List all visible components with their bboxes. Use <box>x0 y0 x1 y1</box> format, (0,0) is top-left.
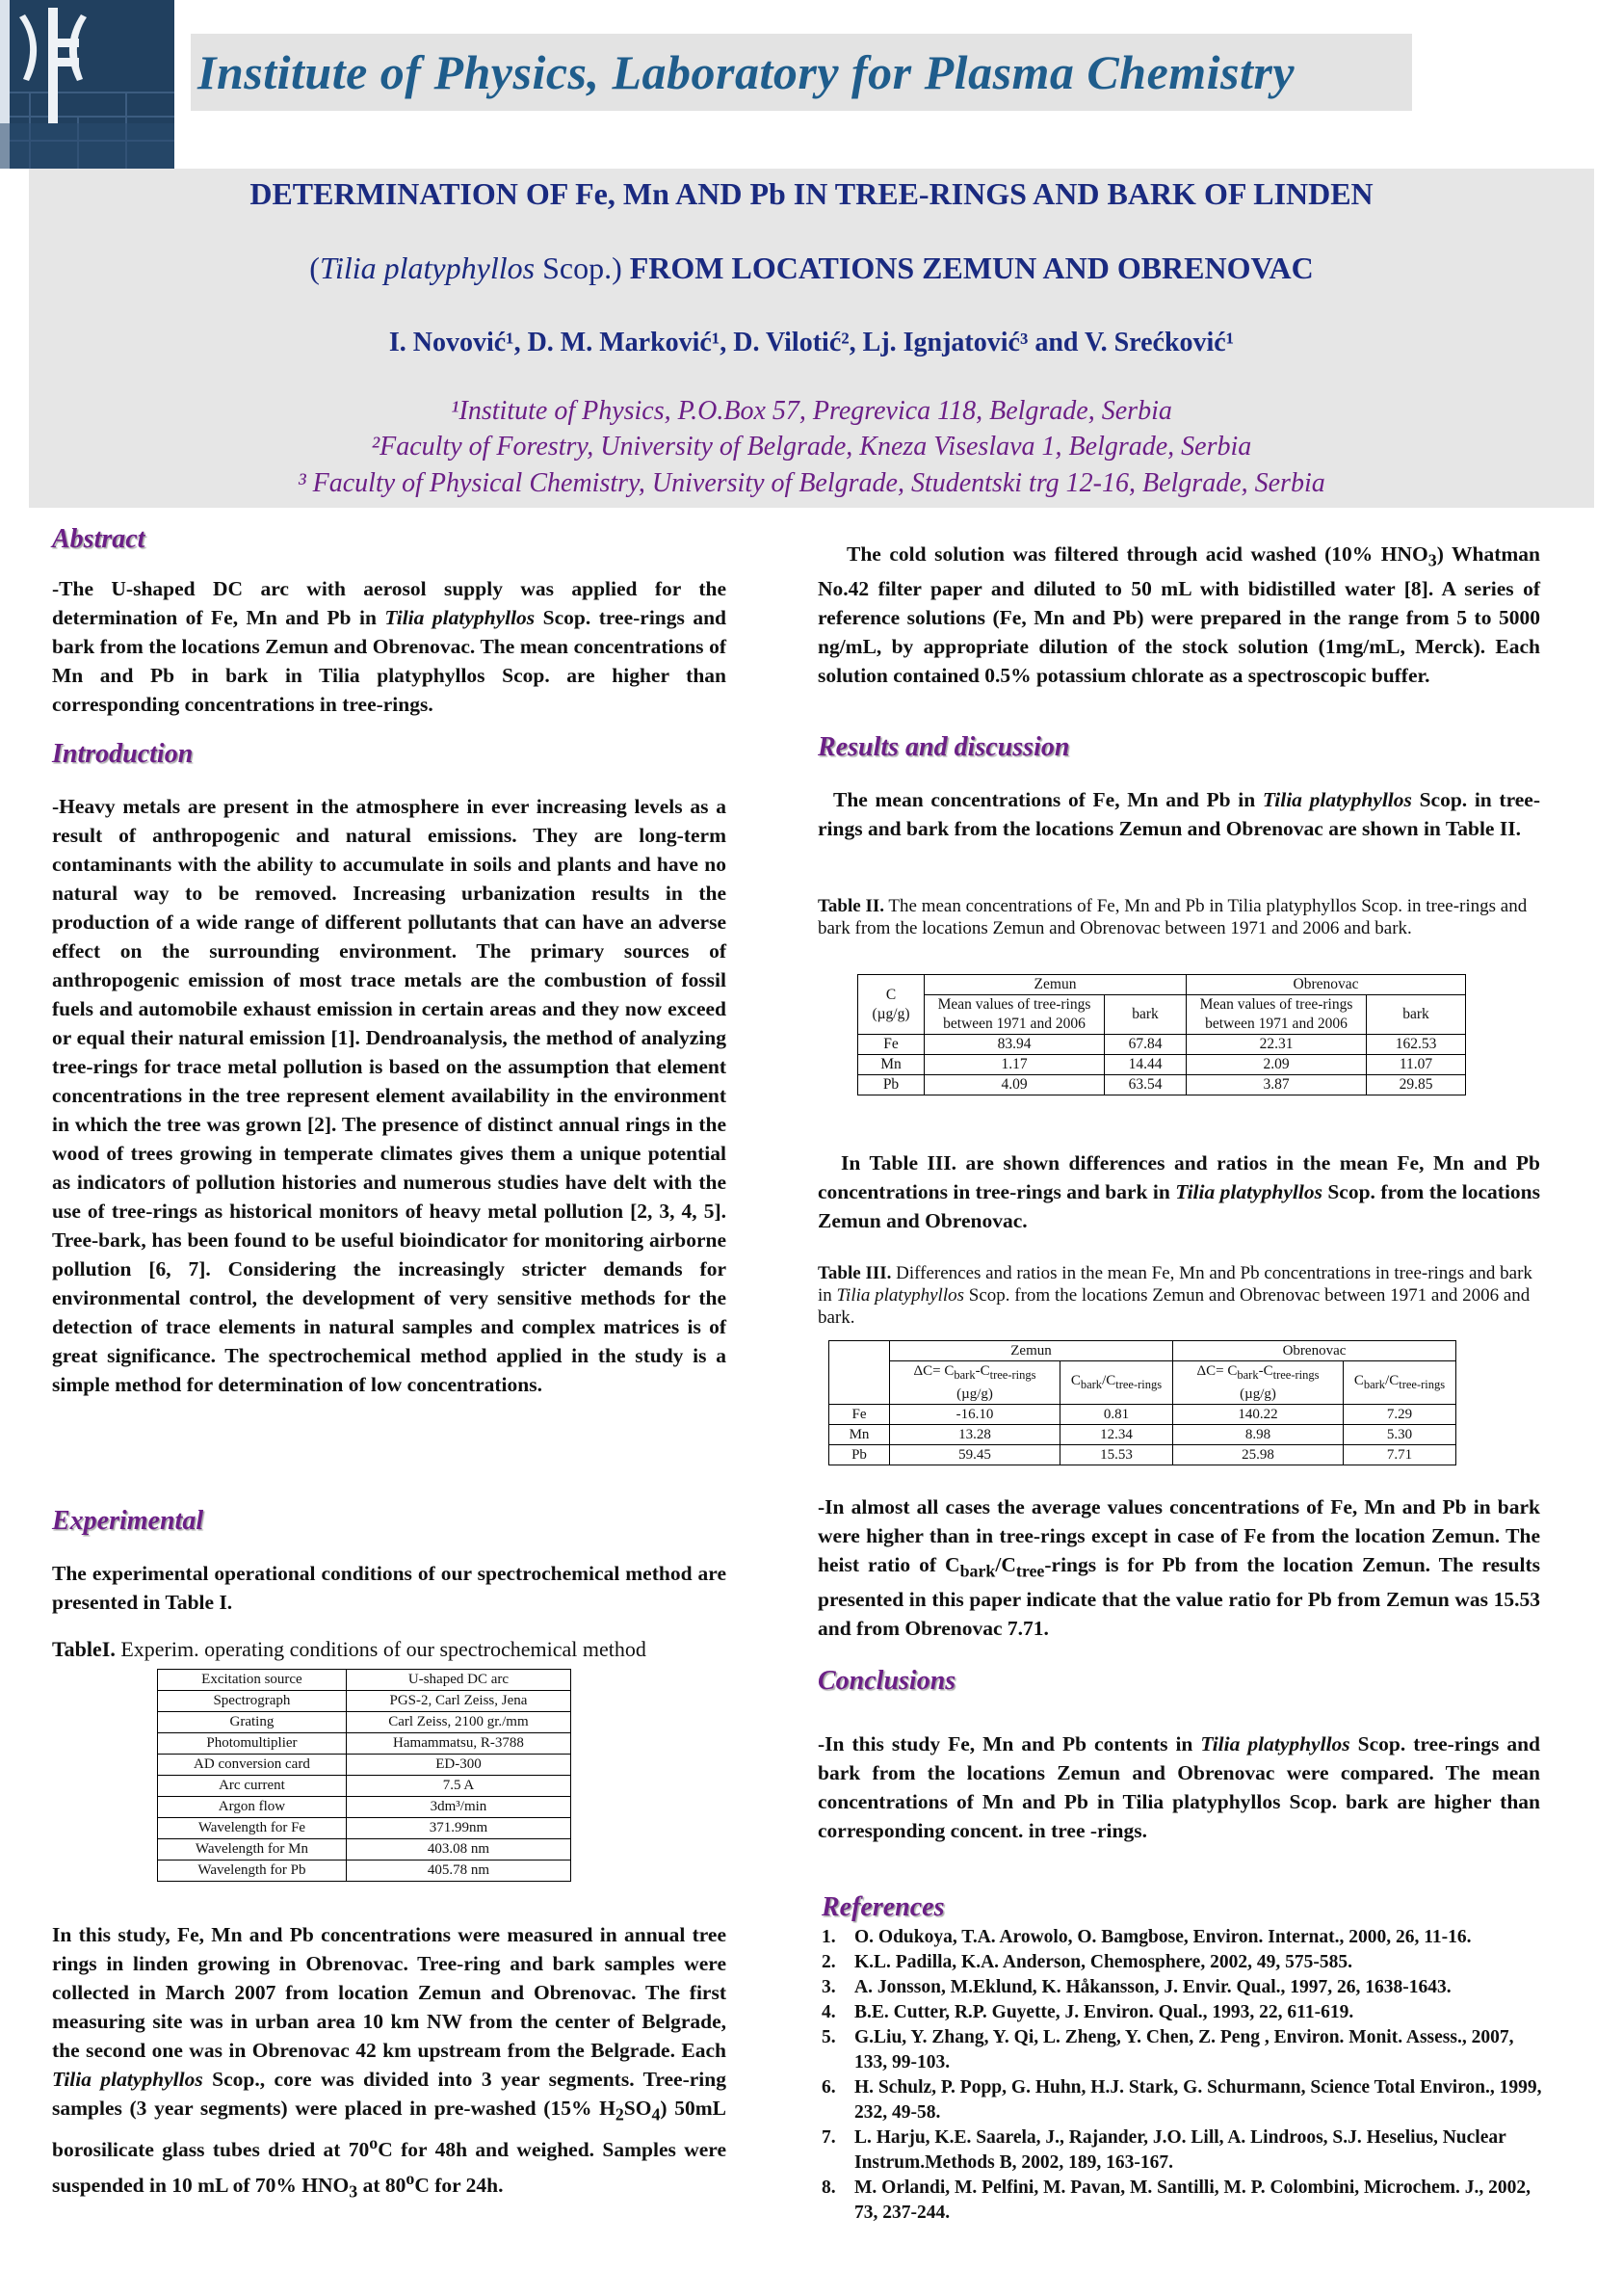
table-cell: Wavelength for Mn <box>158 1839 347 1861</box>
table-row <box>158 1776 571 1797</box>
sub-bark: bark <box>1080 1378 1103 1391</box>
sub-bark: bark <box>1237 1368 1259 1382</box>
scop: Scop.) <box>535 251 622 285</box>
table-cell: 140.22 <box>1173 1405 1344 1425</box>
table3-label: Table III. <box>818 1263 892 1283</box>
table-cell <box>829 1341 890 1405</box>
sub-2: 2 <box>615 2104 624 2124</box>
table-cell: 59.45 <box>890 1445 1060 1465</box>
procedure-g: C for 24h. <box>414 2174 504 2198</box>
table-cell: Photomultiplier <box>158 1733 347 1755</box>
affiliation-3: ³ Faculty of Physical Chemistry, University of Belgrade, Studentski trg 12-16, Belgrade, Serbia <box>298 468 1325 498</box>
table2 <box>857 974 1466 1095</box>
procedure-c: SO <box>623 2097 652 2120</box>
table3-intro-species: Tilia platyphyllos <box>1175 1180 1322 1203</box>
ref-text: M. Orlandi, M. Pelfini, M. Pavan, M. Santilli, M. P. Colombini, Microchem. J., 2002, 73, 237-244. <box>854 2177 1531 2223</box>
table-cell: 4.09 <box>925 1075 1105 1095</box>
sub-tree: tree <box>1015 1561 1045 1581</box>
ref-text: A. Jonsson, M.Eklund, K. Håkansson, J. Envir. Qual., 1997, 26, 1638-1643. <box>854 1977 1452 1997</box>
title-rest: FROM LOCATIONS ZEMUN AND OBRENOVAC <box>621 251 1314 285</box>
paren: ( <box>309 251 320 285</box>
table-cell: 0.81 <box>1060 1405 1173 1425</box>
procedure-a: In this study, Fe, Mn and Pb concentrations were measured in annual tree rings in linden growing in Obrenovac. Tree-ring and bark samples were collected in March 2007 from location Zemun and Obrenovac. The first measuring site was in urban area 10 km NW from the center of Belgrade, the second one was in Obrenovac 42 km upstream from the Belgrade. Each <box>52 1923 726 2062</box>
ratio-slash: /C <box>1102 1373 1116 1388</box>
table1-label: TableI. <box>52 1637 116 1661</box>
table-cell: Spectrograph <box>158 1691 347 1712</box>
table-header-zemun: Zemun <box>890 1341 1173 1361</box>
table-cell: U-shaped DC arc <box>346 1670 570 1691</box>
table-row <box>158 1733 571 1755</box>
table-cell: 7.29 <box>1344 1405 1456 1425</box>
sub-bark: bark <box>1363 1378 1386 1391</box>
sup-o: o <box>406 2169 415 2189</box>
table-cell <box>1173 1361 1344 1405</box>
conclusions-heading: Conclusions <box>818 1666 956 1696</box>
table-row <box>158 1755 571 1776</box>
table-cell: 162.53 <box>1367 1035 1466 1055</box>
filter-b: ) Whatman No.42 filter paper and diluted to 50 mL with bidistilled water [8]. A series of reference solutions (Fe, Mn and Pb) were prepared in the range from 5 to 5000 ng/mL, by appropriate dilution of the stock solution (1mg/mL, Merck). Each solution contained 0.5% potassium chlorate as a spectroscopic buffer. <box>818 542 1540 688</box>
table-cell: 7.5 A <box>346 1776 570 1797</box>
table3 <box>828 1340 1456 1465</box>
ref-text: B.E. Cutter, R.P. Guyette, J. Environ. Qual., 1993, 22, 611-619. <box>854 2002 1354 2022</box>
reference-item <box>818 2000 1550 2025</box>
table-cell: Hamammatsu, R-3788 <box>346 1733 570 1755</box>
abstract-text <box>52 574 726 719</box>
table2-label: Table II. <box>818 896 884 916</box>
affiliation-2: ²Faculty of Forestry, University of Belgrade, Kneza Viseslava 1, Belgrade, Serbia <box>371 432 1252 462</box>
table-cell <box>1060 1361 1173 1405</box>
table-row <box>158 1797 571 1818</box>
table-cell: 67.84 <box>1105 1035 1187 1055</box>
table-row <box>158 1818 571 1839</box>
table-cell: Wavelength for Fe <box>158 1818 347 1839</box>
table-cell: 8.98 <box>1173 1425 1344 1445</box>
table-cell: 25.98 <box>1173 1445 1344 1465</box>
table-row <box>858 1055 1466 1075</box>
table-cell: Pb <box>829 1445 890 1465</box>
table-cell: 2.09 <box>1187 1055 1367 1075</box>
paper-title-line1: DETERMINATION OF Fe, Mn AND Pb IN TREE-RINGS AND BARK OF LINDEN <box>249 176 1374 211</box>
sub-3: 3 <box>1427 550 1437 570</box>
abstract-text-a: -The U-shaped DC arc with aerosol supply was applied for the determination of Fe, Mn and Pb in <box>52 577 726 629</box>
dash-c: -C <box>975 1363 990 1379</box>
table1-caption-text: Experim. operating conditions of our spectrochemical method <box>115 1637 646 1661</box>
table-cell: 371.99nm <box>346 1818 570 1839</box>
table-cell: 3.87 <box>1187 1075 1367 1095</box>
sub-tree: tree-rings <box>1399 1378 1446 1391</box>
table-row <box>829 1341 1456 1361</box>
table3-cap-a: Differences and ratios in the mean Fe, Mn and Pb concentrations in tree-rings and bark in <box>818 1263 1532 1306</box>
table-cell: ED-300 <box>346 1755 570 1776</box>
table-cell: Arc current <box>158 1776 347 1797</box>
table-row <box>829 1425 1456 1445</box>
dc: ΔC= C <box>913 1363 955 1379</box>
ref-text: L. Harju, K.E. Saarela, J., Rajander, J.O. Lill, A. Lindroos, S.J. Heselius, Nuclear Instrum.Methods B, 2002, 189, 163-167. <box>854 2127 1506 2173</box>
table-cell: 12.34 <box>1060 1425 1173 1445</box>
conclusions-text <box>818 1729 1540 1845</box>
table-cell: Mn <box>829 1425 890 1445</box>
reference-item <box>818 2075 1550 2125</box>
reference-item <box>818 2125 1550 2176</box>
species-name: Tilia platyphyllos <box>319 251 536 285</box>
ref-text: G.Liu, Y. Zhang, Y. Qi, L. Zheng, Y. Chen, Z. Peng , Environ. Monit. Assess., 2007, 133, 99-103. <box>854 2027 1514 2072</box>
results-b: Scop. in tree-rings and bark from the locations Zemun and Obrenovac are shown in Table II. <box>818 788 1540 840</box>
sub-4: 4 <box>651 2104 661 2124</box>
table-header-zemun: Zemun <box>925 975 1187 995</box>
table-cell: 405.78 nm <box>346 1861 570 1882</box>
table-cell: Wavelength for Pb <box>158 1861 347 1882</box>
filter-a: The cold solution was filtered through acid washed (10% HNO <box>847 542 1428 566</box>
reference-item <box>818 1950 1550 1975</box>
table3-cap-b: Scop. from the locations Zemun and Obrenovac between 1971 and 2006 and bark. <box>818 1285 1531 1328</box>
table-cell: Fe <box>829 1405 890 1425</box>
reference-item <box>818 2025 1550 2075</box>
procedure-f: at 80 <box>357 2174 406 2198</box>
table-cell: Grating <box>158 1712 347 1733</box>
reference-item <box>818 2176 1550 2226</box>
ref-text: O. Odukoya, T.A. Arowolo, O. Bamgbose, Environ. Internat., 2000, 26, 11-16. <box>854 1927 1472 1947</box>
table-cell: 1.17 <box>925 1055 1105 1075</box>
table-cell: 29.85 <box>1367 1075 1466 1095</box>
table-cell: 14.44 <box>1105 1055 1187 1075</box>
paper-title-line2 <box>29 251 1594 286</box>
dash-c: -C <box>1258 1363 1273 1379</box>
table2-caption <box>818 895 1545 939</box>
dc: ΔC= C <box>1196 1363 1238 1379</box>
discussion-text <box>818 1492 1540 1643</box>
ref-text: H. Schulz, P. Popp, G. Huhn, H.J. Stark, G. Schurmann, Science Total Environ., 1999, 232, 49-58. <box>854 2077 1542 2123</box>
table-cell: Mn <box>858 1055 925 1075</box>
introduction-heading: Introduction <box>52 739 194 769</box>
table-row <box>158 1670 571 1691</box>
references-list <box>818 1925 1550 2226</box>
introduction-text: -Heavy metals are present in the atmosphere in ever increasing levels as a result of anthropogenic and natural emissions. They are long-term contaminants with the ability to accumulate in soils and plants and have no natural way to be removed. Increasing urbanization results in the production of a wide range of different pollutants that can have an adverse effect on the surrounding environment. The primary sources of anthropogenic emission of most trace metals are the combustion of fossil fuels and automobile exhaust emission in certain areas and they now exceed or equal their natural emission [1]. Dendroanalysis, the method of analyzing tree-rings for trace metal pollution is based on the assumption that element concentrations in the tree represent element availability in the environment in which the tree was grown [2]. The presence of distinct annual rings in the wood of trees growing in temperate climates gives them a unique potential as indicators of pollution histories and numerous studies have delt with the use of tree-rings as historical monitors of heavy metal pollution [2, 3, 4, 5]. Tree-bark, has been found to be useful bioindicator for monitoring airborne pollution [6, 7]. Considering the increasingly stricter demands for environmental control, the development of very sensitive methods for the detection of trace elements in natural samples and complex matrices is of great significance. The spectrochemical method applied in the study is a simple method for determination of low concentrations. <box>52 795 726 1396</box>
abstract-text-b: Scop. tree-rings and bark from the locations Zemun and Obrenovac. The mean concentrations of Mn and Pb in bark in Tilia platyphyllos Scop. are higher than corresponding concentrations in tree-rings. <box>52 606 727 716</box>
sub-3: 3 <box>349 2181 358 2202</box>
logo-emblem-icon <box>0 0 174 169</box>
table3-caption <box>818 1262 1545 1329</box>
table-cell: Argon flow <box>158 1797 347 1818</box>
table-header-obrenovac: Obrenovac <box>1173 1341 1456 1361</box>
ref-number: 4. <box>822 2002 836 2022</box>
ratio-c: C <box>1353 1373 1364 1388</box>
table3-intro-b: Scop. from the locations Zemun and Obrenovac. <box>818 1180 1540 1232</box>
procedure-d: ) 50mL borosilicate glass tubes dried at 70 <box>52 2097 726 2162</box>
discussion-a: -In almost all cases the average values concentrations of Fe, Mn and Pb in bark were higher than in tree-rings except in case of Fe from the location Zemun. The heist ratio of C <box>818 1495 1540 1576</box>
table-cell: bark <box>1105 995 1187 1035</box>
experimental-intro: The experimental operational conditions of our spectrochemical method are presented in Table I. <box>52 1562 726 1614</box>
table-cell: AD conversion card <box>158 1755 347 1776</box>
procedure-species: Tilia platyphyllos <box>52 2068 203 2091</box>
reference-item <box>818 1975 1550 2000</box>
table-cell: 7.71 <box>1344 1445 1456 1465</box>
procedure-e: C for 48h and weighed. Samples were suspended in 10 mL of 70% HNO <box>52 2138 727 2198</box>
table-row <box>158 1712 571 1733</box>
ref-number: 2. <box>822 1952 836 1972</box>
table3-intro-a: In Table III. are shown differences and ratios in the mean Fe, Mn and Pb concentrations in tree-rings and bark in <box>818 1151 1540 1203</box>
ratio-c: C <box>1070 1373 1081 1388</box>
institute-logo <box>0 0 174 169</box>
results-intro <box>818 785 1540 843</box>
filter-paragraph <box>818 540 1540 690</box>
table-row <box>858 1035 1466 1055</box>
table-cell: 11.07 <box>1367 1055 1466 1075</box>
ratio-slash: /C <box>1385 1373 1400 1388</box>
ref-text: K.L. Padilla, K.A. Anderson, Chemosphere, 2002, 49, 575-585. <box>854 1952 1352 1972</box>
table-cell: Mean values of tree-rings between 1971 and 2006 <box>1187 995 1367 1035</box>
table-header-obrenovac: Obrenovac <box>1187 975 1466 995</box>
ref-number: 3. <box>822 1977 836 1997</box>
table-row <box>829 1361 1456 1405</box>
abstract-species: Tilia platyphyllos <box>384 606 536 629</box>
table-cell: Excitation source <box>158 1670 347 1691</box>
table-cell: 5.30 <box>1344 1425 1456 1445</box>
procedure-b: Scop., core was divided into 3 year segments. Tree-ring samples (3 year segments) were placed in pre-washed (15% H <box>52 2068 726 2120</box>
references-heading: References <box>822 1892 945 1922</box>
discussion-b: /C <box>995 1553 1016 1576</box>
table-cell: 22.31 <box>1187 1035 1367 1055</box>
results-heading: Results and discussion <box>818 732 1070 762</box>
experimental-heading: Experimental <box>52 1506 204 1536</box>
sub-tree: tree-rings <box>1115 1378 1163 1391</box>
table-cell: 3dm³/min <box>346 1797 570 1818</box>
table-row <box>829 1445 1456 1465</box>
table-row <box>858 1075 1466 1095</box>
table-row <box>858 975 1466 995</box>
institute-title: Institute of Physics, Laboratory for Plasma Chemistry <box>197 45 1296 99</box>
discussion-c: -rings is for Pb from the location Zemun. The results presented in this paper indicate that the value ratio for Pb from Zemun was 15.53 and from Obrenovac 7.71. <box>818 1553 1540 1641</box>
table-cell <box>1344 1361 1456 1405</box>
table-cell: Fe <box>858 1035 925 1055</box>
affiliation-1: ¹Institute of Physics, P.O.Box 57, Pregrevica 118, Belgrade, Serbia <box>451 396 1172 426</box>
table-cell: 83.94 <box>925 1035 1105 1055</box>
c-unit: (µg/g) <box>872 1005 910 1022</box>
table-cell: 15.53 <box>1060 1445 1173 1465</box>
table-cell: 403.08 nm <box>346 1839 570 1861</box>
abstract-heading: Abstract <box>52 524 145 554</box>
table2-caption-text: The mean concentrations of Fe, Mn and Pb in Tilia platyphyllos Scop. in tree-rings and bark from the locations Zemun and Obrenovac between 1971 and 2006 and bark. <box>818 896 1528 938</box>
table-cell: bark <box>1367 995 1466 1035</box>
sup-o: o <box>369 2133 379 2153</box>
table-cell: Mean values of tree-rings between 1971 and 2006 <box>925 995 1105 1035</box>
table-row <box>158 1861 571 1882</box>
ref-number: 8. <box>822 2177 836 2198</box>
table-cell: PGS-2, Carl Zeiss, Jena <box>346 1691 570 1712</box>
table-row <box>829 1405 1456 1425</box>
table-cell: -16.10 <box>890 1405 1060 1425</box>
experimental-procedure <box>52 1920 726 2206</box>
results-species: Tilia platyphyllos <box>1262 788 1412 811</box>
ref-number: 6. <box>822 2077 836 2098</box>
unit: (µg/g) <box>1240 1386 1276 1402</box>
table1-caption <box>52 1638 746 1660</box>
unit: (µg/g) <box>956 1386 993 1402</box>
sub-tree: tree-rings <box>989 1368 1036 1382</box>
ref-number: 7. <box>822 2127 836 2148</box>
table-cell: 13.28 <box>890 1425 1060 1445</box>
conclusions-species: Tilia platyphyllos <box>1200 1732 1350 1755</box>
table-cell: Carl Zeiss, 2100 gr./mm <box>346 1712 570 1733</box>
sub-bark: bark <box>954 1368 976 1382</box>
table-row <box>858 995 1466 1035</box>
authors: I. Novović¹, D. M. Marković¹, D. Vilotić², Lj. Ignjatović³ and V. Srećković¹ <box>388 328 1235 357</box>
conclusions-b: Scop. tree-rings and bark from the locations Zemun and Obrenovac were compared. The mean concentrations of Mn and Pb in Tilia platyphyllos Scop. bark are higher than corresponding concent. in tree -rings. <box>818 1732 1541 1842</box>
ref-number: 5. <box>822 2027 836 2047</box>
conclusions-a: -In this study Fe, Mn and Pb contents in <box>818 1732 1201 1755</box>
sub-bark: bark <box>959 1561 996 1581</box>
table-row <box>158 1691 571 1712</box>
c-label: C <box>885 986 897 1003</box>
table-cell: 63.54 <box>1105 1075 1187 1095</box>
table-cell: Pb <box>858 1075 925 1095</box>
table1 <box>157 1669 571 1882</box>
table3-intro <box>818 1148 1540 1235</box>
table-cell <box>858 975 925 1035</box>
ref-number: 1. <box>822 1927 836 1947</box>
table-row <box>158 1839 571 1861</box>
table3-cap-species: Tilia platyphyllos <box>836 1285 965 1306</box>
sub-tree: tree-rings <box>1272 1368 1320 1382</box>
reference-item <box>818 1925 1550 1950</box>
table-cell <box>890 1361 1060 1405</box>
results-a: The mean concentrations of Fe, Mn and Pb in <box>833 788 1263 811</box>
